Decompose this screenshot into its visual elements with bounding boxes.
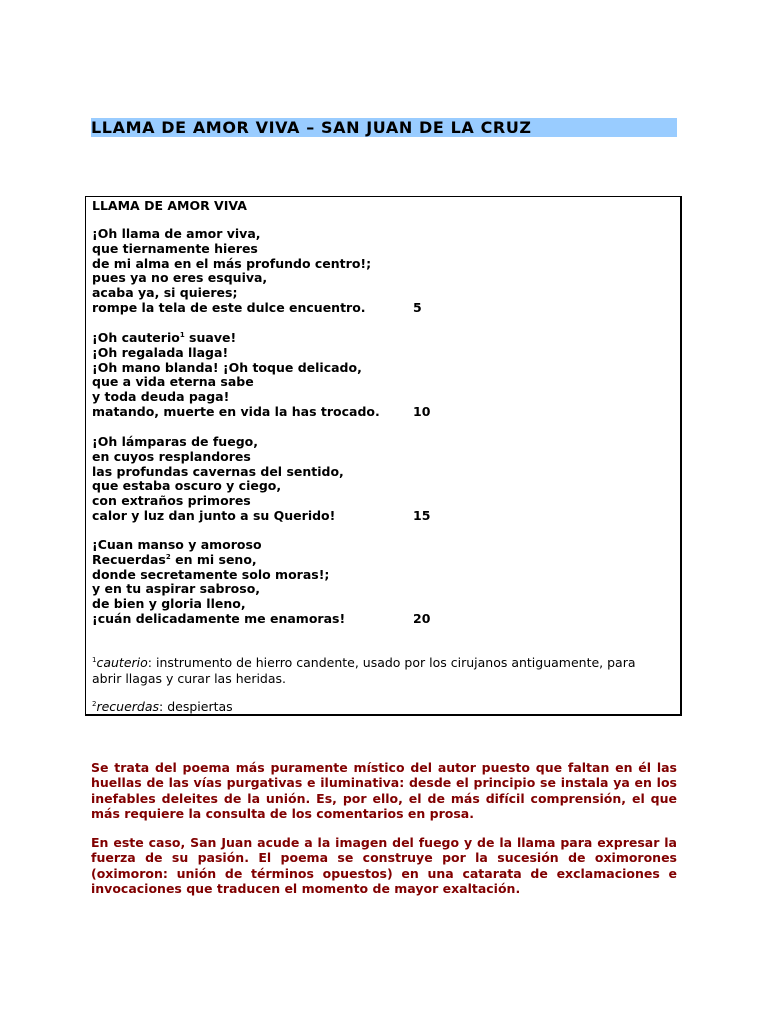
verse-line: y toda deuda paga!	[92, 389, 230, 405]
commentary-paragraph-2: En este caso, San Juan acude a la imagen del fuego y de la llama para expresar la fuerza de su pasión. El poema se construye por la sucesión de oximorones (oximoron: unión de términos opuestos) en una catarata de exclamaciones e invocaciones que traducen el momento de mayor exaltación.	[91, 835, 677, 896]
footnote-term: recuerdas	[96, 699, 160, 714]
verse-text: ¡cuán delicadamente me enamoras!	[92, 610, 346, 626]
verse-line: donde secretamente solo moras!;	[92, 566, 330, 582]
poem-heading: LLAMA DE AMOR VIVA	[92, 198, 247, 213]
poem-box	[85, 196, 682, 716]
verse-line: pues ya no eres esquiva,	[92, 270, 268, 286]
footnote-mark: 1	[179, 331, 185, 339]
verse-line: de mi alma en el más profundo centro!;	[92, 255, 372, 271]
verse-line	[92, 403, 431, 420]
footnote-text: : despiertas	[159, 699, 233, 714]
commentary-paragraph-1: Se trata del poema más puramente místico del autor puesto que faltan en él las huellas de las vías purgativas e iluminativa: desde el principio se instala ya en los inefables deleites de la unión. Es, por ello, el de más difícil comprensión, el que más requiere la consulta de los comentarios en prosa.	[91, 760, 677, 821]
verse-line: las profundas cavernas del sentido,	[92, 463, 344, 479]
stanza-3	[92, 434, 431, 524]
verse-line: acaba ya, si quieres;	[92, 285, 238, 301]
verse-text: rompe la tela de este dulce encuentro.	[92, 299, 366, 315]
verse-line: en cuyos resplandores	[92, 448, 251, 464]
footnote-mark: 1	[92, 656, 97, 664]
verse-line	[92, 553, 345, 568]
page-title: LLAMA DE AMOR VIVA – SAN JUAN DE LA CRUZ	[91, 118, 677, 137]
footnote-2	[92, 699, 662, 715]
verse-line: que a vida eterna sabe	[92, 374, 254, 390]
verse-line: ¡Oh lámparas de fuego,	[92, 434, 258, 449]
verse-number: 5	[413, 299, 422, 315]
footnote-1	[92, 655, 662, 687]
verse-line: ¡Oh llama de amor viva,	[92, 226, 261, 241]
verse-line: de bien y gloria lleno,	[92, 596, 246, 612]
stanza-1	[92, 226, 422, 316]
verse-line: ¡Oh mano blanda! ¡Oh toque delicado,	[92, 359, 362, 375]
stanza-2	[92, 330, 431, 420]
verse-line	[92, 299, 422, 316]
verse-line	[92, 507, 431, 524]
verse-text: Recuerdas	[92, 551, 166, 567]
verse-text: ¡Oh cauterio	[92, 330, 180, 345]
footnote-mark: 2	[165, 552, 171, 561]
verse-text-rest: en mi seno,	[170, 551, 257, 567]
verse-line: ¡Cuan manso y amoroso	[92, 537, 262, 552]
footnote-text: : instrumento de hierro candente, usado por los cirujanos antiguamente, para abrir llagas y curar las heridas.	[92, 655, 636, 686]
verse-line: y en tu aspirar sabroso,	[92, 581, 261, 597]
verse-text: matando, muerte en vida la has trocado.	[92, 403, 380, 419]
verse-line	[92, 331, 380, 346]
verse-line: con extraños primores	[92, 493, 251, 509]
verse-number: 10	[413, 403, 431, 419]
verse-line	[92, 610, 431, 627]
verse-line: que tiernamente hieres	[92, 240, 258, 256]
footnote-term: cauterio	[96, 655, 148, 670]
verse-line: ¡Oh regalada llaga!	[92, 344, 229, 360]
verse-number: 15	[413, 507, 431, 523]
verse-line: que estaba oscuro y ciego,	[92, 478, 282, 494]
verse-number: 20	[413, 610, 431, 626]
footnote-mark: 2	[92, 700, 97, 708]
verse-text: calor y luz dan junto a su Querido!	[92, 507, 336, 523]
verse-text-rest: suave!	[184, 330, 237, 345]
stanza-4	[92, 537, 431, 627]
